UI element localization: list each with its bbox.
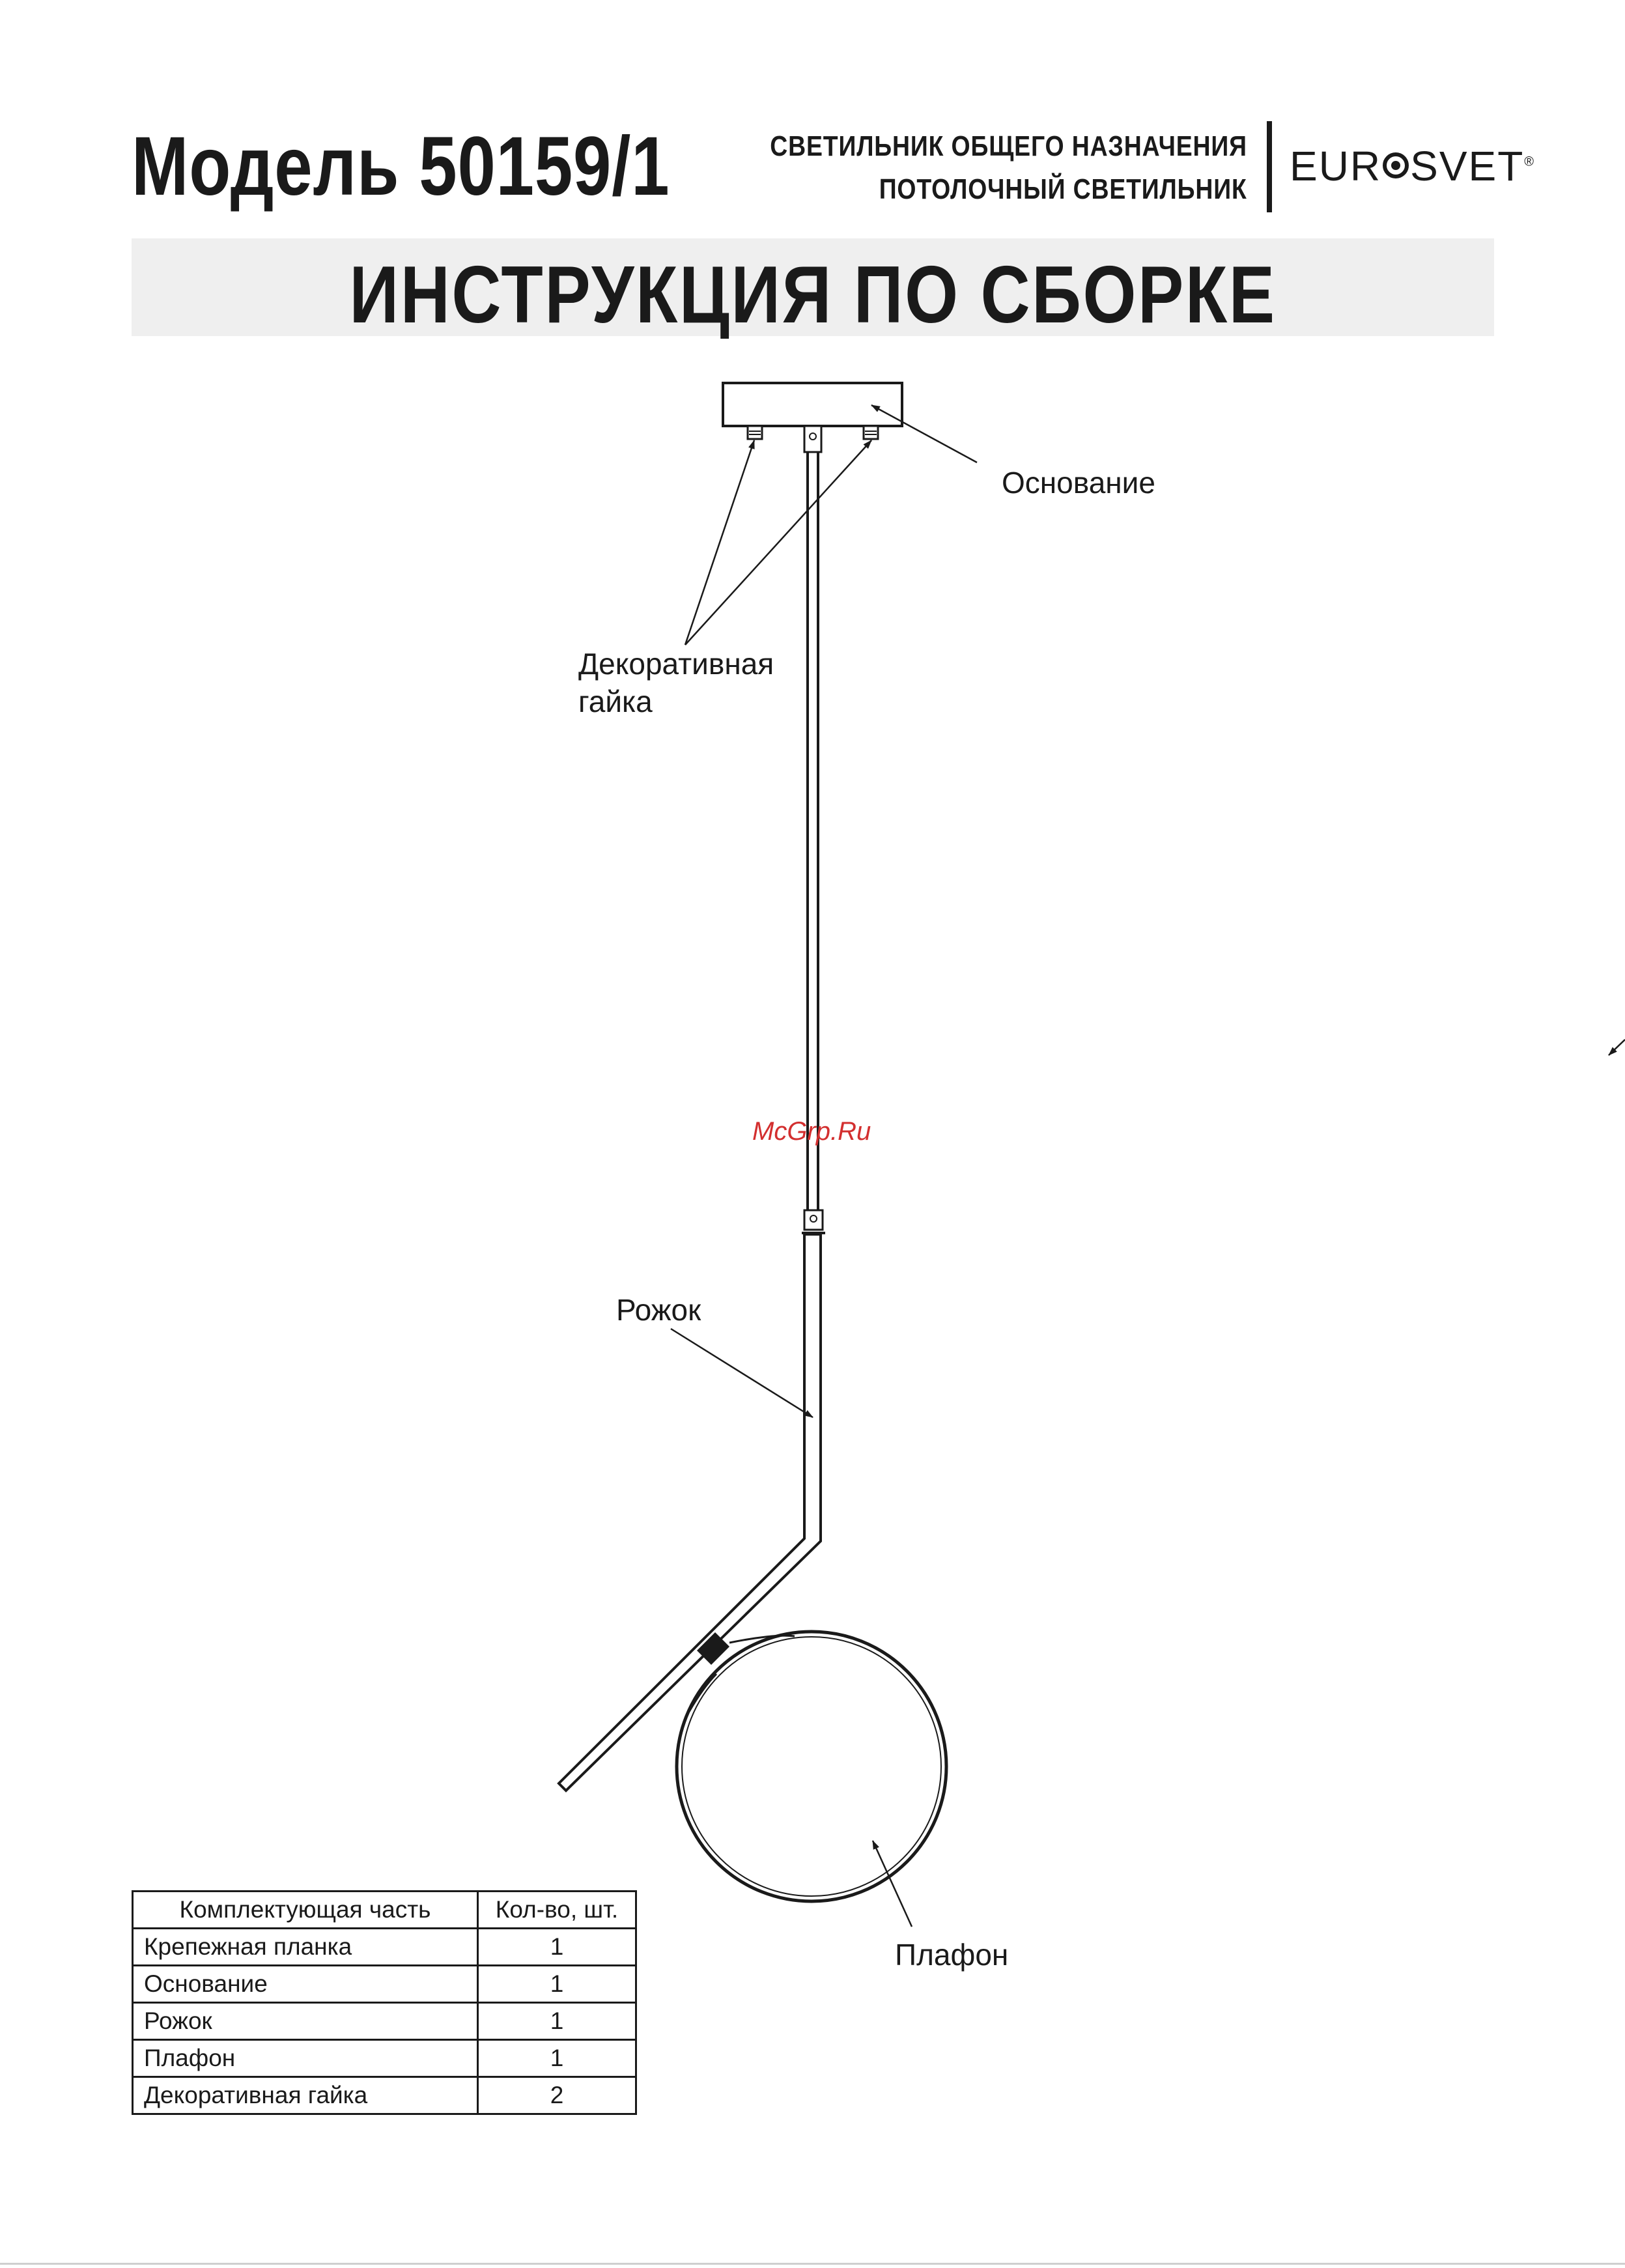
part-name: Декоративная гайка xyxy=(133,2077,478,2114)
product-type-line2: ПОТОЛОЧНЫЙ СВЕТИЛЬНИК xyxy=(879,173,1247,205)
table-row xyxy=(133,2077,636,2114)
part-qty: 1 xyxy=(478,1929,636,1966)
callout-nut-line1: Декоративная xyxy=(578,647,774,681)
suspension-rod xyxy=(808,452,818,1210)
part-name: Основание xyxy=(133,1966,478,2003)
callout-shade: Плафон xyxy=(895,1938,1009,1972)
glass-shade xyxy=(677,1632,946,1901)
brand-logo-right: SVET xyxy=(1410,143,1525,190)
canopy-base xyxy=(723,383,902,426)
table-row xyxy=(133,1929,636,1966)
leader-nut-right xyxy=(685,440,871,645)
decorative-nut-right xyxy=(864,426,878,439)
column-header-qty: Кол-во, шт. xyxy=(478,1892,636,1929)
brand-logo-left: EUR xyxy=(1290,143,1382,190)
margin-arrow-icon xyxy=(1609,1040,1625,1055)
column-header-part: Комплектующая часть xyxy=(133,1892,478,1929)
part-qty: 1 xyxy=(478,2003,636,2040)
registered-mark: ® xyxy=(1524,154,1536,169)
leader-nut-left xyxy=(685,440,754,645)
instruction-title: ИНСТРУКЦИЯ ПО СБОРКЕ xyxy=(349,250,1277,340)
table-header-row xyxy=(133,1892,636,1929)
decorative-nut-left xyxy=(748,426,762,439)
part-name: Рожок xyxy=(133,2003,478,2040)
rod-top-bracket xyxy=(804,426,821,452)
callout-base: Основание xyxy=(1002,466,1155,500)
part-name: Плафон xyxy=(133,2040,478,2077)
table-row xyxy=(133,1966,636,2003)
rod-coupling xyxy=(802,1210,825,1233)
watermark: McGrp.Ru xyxy=(752,1117,871,1146)
callout-nut-line2: гайка xyxy=(578,685,653,718)
leader-arm xyxy=(671,1329,813,1417)
table-row xyxy=(133,2040,636,2077)
part-qty: 1 xyxy=(478,1966,636,2003)
part-name: Крепежная планка xyxy=(133,1929,478,1966)
part-qty: 1 xyxy=(478,2040,636,2077)
table-row xyxy=(133,2003,636,2040)
bottom-rule xyxy=(0,2263,1625,2265)
callout-arm: Рожок xyxy=(616,1293,701,1327)
model-title: Модель 50159/1 xyxy=(132,120,670,213)
leader-base xyxy=(871,405,977,462)
parts-table xyxy=(132,1890,637,2115)
part-qty: 2 xyxy=(478,2077,636,2114)
product-type-line1: СВЕТИЛЬНИК ОБЩЕГО НАЗНАЧЕНИЯ xyxy=(770,130,1247,162)
